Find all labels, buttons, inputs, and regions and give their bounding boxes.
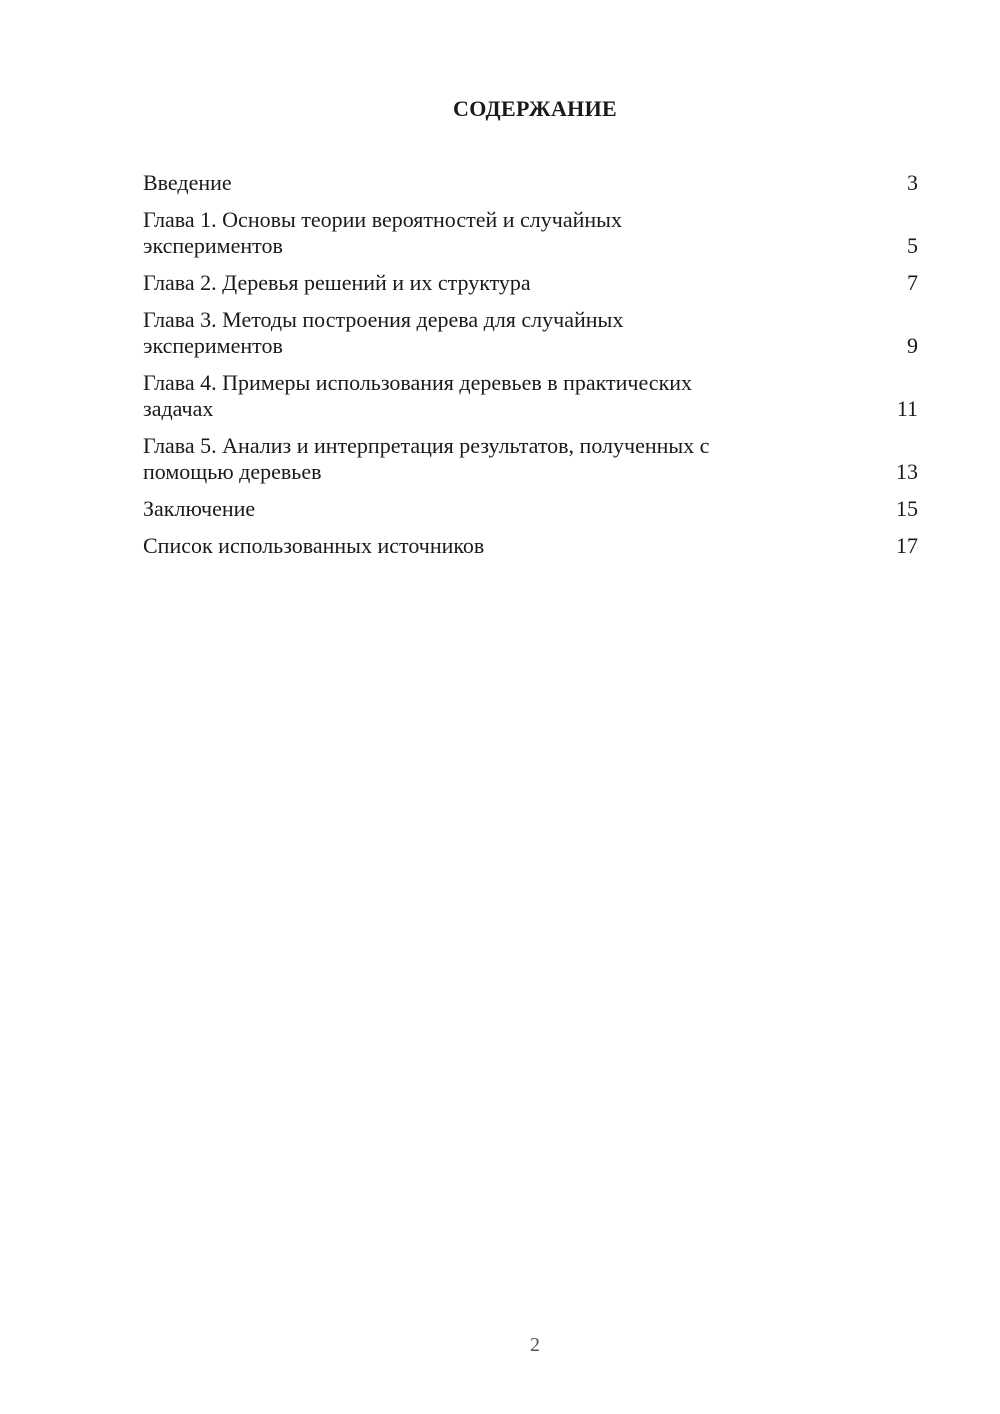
toc-entry-page: 9 [907,333,918,358]
toc-entry-chapter-3[interactable] [143,307,918,359]
toc-entry-page: 15 [896,496,918,521]
toc-entry-text: Глава 1. Основы теории вероятностей и случайных экспериментов [143,207,622,258]
toc-entry-page: 17 [896,533,918,558]
toc-entry-text: Введение [143,170,232,195]
toc-entry-chapter-5[interactable] [143,433,918,485]
toc-entry-conclusion[interactable] [143,496,918,522]
table-of-contents [143,170,918,570]
toc-entry-page: 5 [907,233,918,258]
toc-entry-text: Глава 4. Примеры использования деревьев в практических задачах [143,370,693,421]
toc-entry-text: Список использованных источников [143,533,485,558]
toc-entry-introduction[interactable] [143,170,918,196]
page-title: СОДЕРЖАНИЕ [453,96,617,121]
page-number: 2 [530,1334,540,1356]
toc-entry-text: Заключение [143,496,256,521]
toc-entry-text: Глава 3. Методы построения дерева для случайных экспериментов [143,307,624,358]
toc-entry-chapter-2[interactable] [143,270,918,296]
toc-entry-page: 11 [896,396,918,421]
toc-entry-text: Глава 5. Анализ и интерпретация результатов, полученных с помощью деревьев [143,433,710,484]
toc-entry-page: 3 [907,170,918,195]
toc-entry-chapter-1[interactable] [143,207,918,259]
toc-entry-chapter-4[interactable] [143,370,918,422]
toc-entry-text: Глава 2. Деревья решений и их структура [143,270,531,295]
toc-entry-page: 13 [896,459,918,484]
toc-entry-references[interactable] [143,533,918,559]
toc-entry-page: 7 [907,270,918,295]
